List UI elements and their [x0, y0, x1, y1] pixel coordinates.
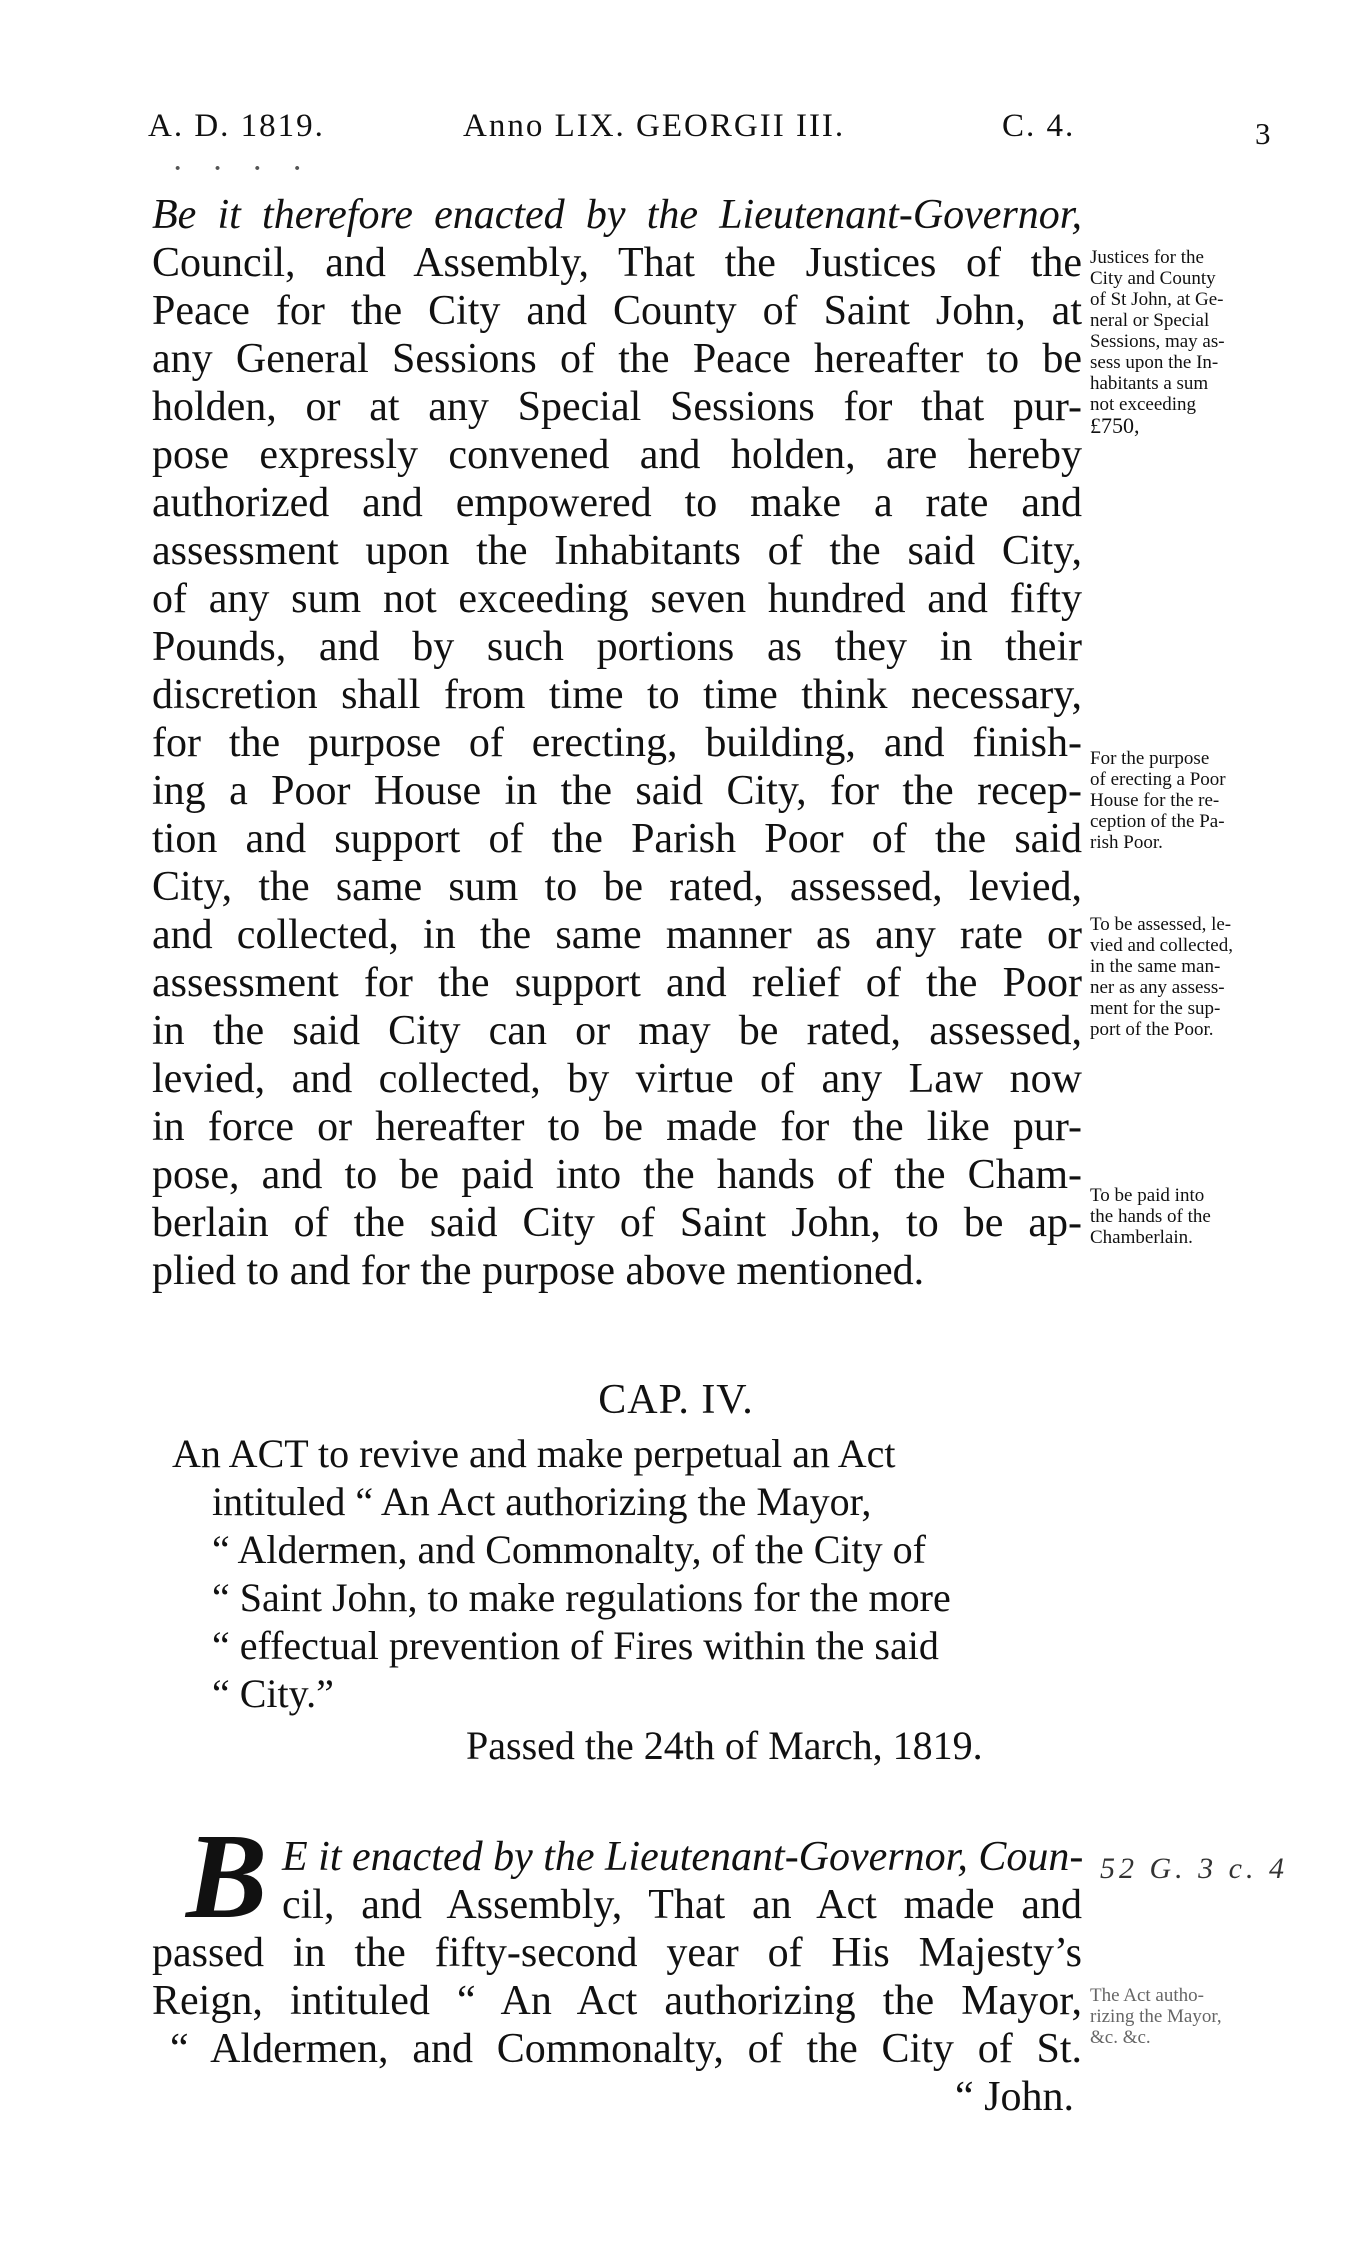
paragraph-line: pose expressly convened and holden, are hereby [152, 432, 1082, 478]
paragraph-line: and collected, in the same manner as any rate or [152, 912, 1082, 958]
marginal-note-purpose [1090, 748, 1290, 853]
marginal-note-line: Sessions, may as- [1090, 331, 1225, 352]
marginal-note-line: neral or Special [1090, 310, 1210, 331]
page-number: 3 [1255, 116, 1271, 151]
paragraph-line: authorized and empowered to make a rate and [152, 480, 1082, 526]
marginal-note-line: City and County [1090, 268, 1216, 289]
paragraph-line: Be it therefore enacted by the Lieutenant-Governor, [152, 192, 1082, 238]
drop-cap: B [186, 1809, 268, 1944]
marginal-note-act-reference [1090, 1985, 1290, 2048]
marginal-note-line: of erecting a Poor [1090, 769, 1226, 790]
marginal-note-line: rizing the Mayor, [1090, 2006, 1222, 2027]
marginal-note-line: not exceeding [1090, 394, 1197, 415]
paragraph-line: “ John. [955, 2074, 1074, 2120]
marginal-note-line: port of the Poor. [1090, 1019, 1214, 1040]
paragraph-line: passed in the fifty-second year of His Majesty’s [152, 1930, 1082, 1976]
paragraph-line: in force or hereafter to be made for the like pur- [152, 1104, 1082, 1150]
paragraph-line: assessment upon the Inhabitants of the said City, [152, 528, 1082, 574]
act-title-line: An ACT to revive and make perpetual an Act [172, 1431, 896, 1476]
paragraph-line: assessment for the support and relief of the Poor [152, 960, 1082, 1006]
paragraph-line: City, the same sum to be rated, assessed, levied, [152, 864, 1082, 910]
act-title-line: “ City.” [212, 1671, 334, 1716]
marginal-note-line: ment for the sup- [1090, 998, 1221, 1019]
marginal-note-line: in the same man- [1090, 956, 1221, 977]
enactment-paragraph [152, 190, 1082, 1350]
print-smudge: · · · · [172, 150, 313, 187]
marginal-note-line: rish Poor. [1090, 832, 1163, 853]
marginal-note-assessment [1090, 914, 1290, 1040]
marginal-note-line: The Act autho- [1090, 1985, 1204, 2006]
paragraph-line: E it enacted by the Lieutenant-Governor, Coun- [282, 1834, 1084, 1880]
act-title-line: “ effectual prevention of Fires within the said [212, 1623, 939, 1668]
marginal-note-line: sess upon the In- [1090, 352, 1219, 373]
paragraph-line: discretion shall from time to time think necessary, [152, 672, 1082, 718]
marginal-note-justices [1090, 247, 1290, 436]
marginal-note-line: vied and collected, [1090, 935, 1233, 956]
paragraph-line: Council, and Assembly, That the Justices of the [152, 240, 1082, 286]
passed-date: Passed the 24th of March, 1819. [466, 1723, 983, 1768]
paragraph-line: holden, or at any Special Sessions for that pur- [152, 384, 1082, 430]
paragraph-line: any General Sessions of the Peace hereafter to be [152, 336, 1082, 382]
paragraph-line: Pounds, and by such portions as they in their [152, 624, 1082, 670]
paragraph-line: “ Aldermen, and Commonalty, of the City of St. [170, 2026, 1082, 2072]
marginal-note-line: To be assessed, le- [1090, 914, 1232, 935]
act-title-line: “ Saint John, to make regulations for the more [212, 1575, 951, 1620]
act-title-line: “ Aldermen, and Commonalty, of the City of [212, 1527, 926, 1572]
marginal-note-line: To be paid into [1090, 1185, 1205, 1206]
act-title [0, 1430, 1352, 1716]
paragraph-line: levied, and collected, by virtue of any Law now [152, 1056, 1082, 1102]
paragraph-line: cil, and Assembly, That an Act made and [282, 1882, 1082, 1928]
marginal-note-line: ception of the Pa- [1090, 811, 1225, 832]
marginal-note-line: House for the re- [1090, 790, 1220, 811]
marginal-note-line: the hands of the [1090, 1206, 1211, 1227]
marginal-note-chamberlain [1090, 1185, 1290, 1248]
header-chapter: C. 4. [1002, 108, 1076, 144]
act-title-line: intituled “ An Act authorizing the Mayor, [212, 1479, 872, 1524]
marginal-note-line: &c. &c. [1090, 2027, 1151, 2048]
paragraph-line: tion and support of the Parish Poor of the said [152, 816, 1082, 862]
margin-reference: 52 G. 3 c. 4 [1100, 1852, 1288, 1885]
paragraph-line: ing a Poor House in the said City, for the recep- [152, 768, 1082, 814]
marginal-note-line: £750, [1090, 413, 1140, 438]
chapter-heading: CAP. IV. [598, 1377, 754, 1423]
paragraph-line: for the purpose of erecting, building, and finish- [152, 720, 1082, 766]
header-date: A. D. 1819. [148, 108, 325, 144]
paragraph-line: of any sum not exceeding seven hundred and fifty [152, 576, 1082, 622]
paragraph-line: berlain of the said City of Saint John, to be ap- [152, 1200, 1082, 1246]
marginal-note-line: of St John, at Ge- [1090, 289, 1224, 310]
paragraph-line: Reign, intituled “ An Act authorizing the Mayor, [152, 1978, 1082, 2024]
marginal-note-line: Justices for the [1090, 247, 1204, 268]
header-regnal-year: Anno LIX. GEORGII III. [463, 108, 846, 144]
marginal-note-line: Chamberlain. [1090, 1227, 1193, 1248]
marginal-note-line: habitants a sum [1090, 373, 1209, 394]
paragraph-line: pose, and to be paid into the hands of the Cham- [152, 1152, 1082, 1198]
marginal-note-line: For the purpose [1090, 748, 1210, 769]
paragraph-line: plied to and for the purpose above mentioned. [152, 1248, 925, 1294]
marginal-note-line: ner as any assess- [1090, 977, 1225, 998]
paragraph-line: in the said City can or may be rated, assessed, [152, 1008, 1082, 1054]
paragraph-line: Peace for the City and County of Saint John, at [152, 288, 1082, 334]
